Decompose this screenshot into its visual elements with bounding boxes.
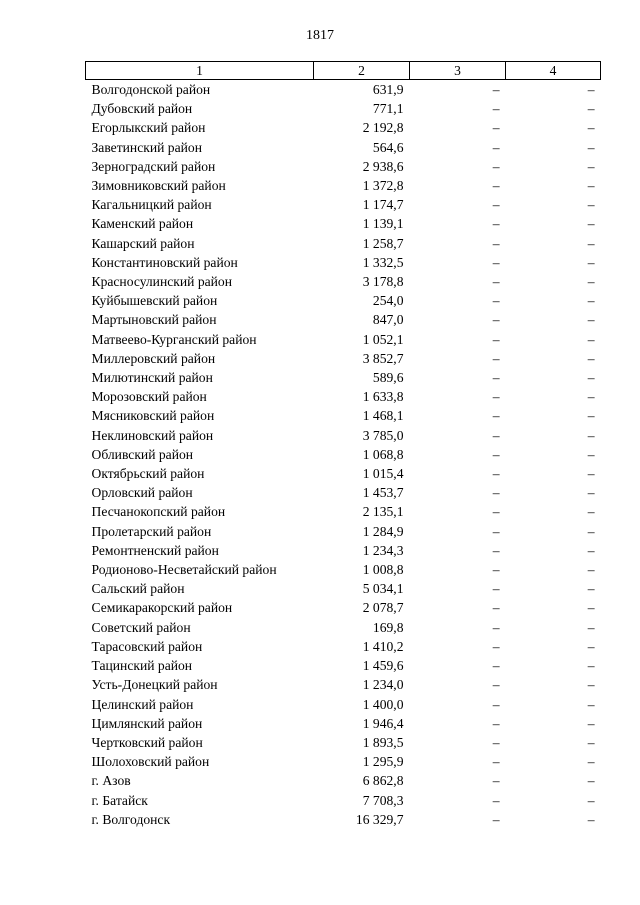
column-4-cell: – [587, 715, 595, 731]
column-4-cell: – [587, 734, 595, 750]
column-4-cell: – [587, 197, 595, 213]
district-name-cell: г. Азов [91, 773, 131, 789]
amount-cell: 2 938,6 [362, 158, 404, 174]
amount-cell: 1 139,1 [362, 216, 404, 232]
column-4-cell: – [587, 446, 595, 462]
column-4-cell: – [587, 754, 595, 770]
column-4-cell: – [587, 811, 595, 827]
amount-cell: 1 459,6 [362, 658, 404, 674]
district-name-cell: Кагальницкий район [91, 197, 212, 213]
column-4-cell: – [587, 312, 595, 328]
district-name-cell: Мартыновский район [91, 312, 217, 328]
column-3-cell: – [492, 370, 500, 386]
column-header-1: 1 [86, 62, 314, 80]
column-3-cell: – [492, 389, 500, 405]
amount-cell: 169,8 [372, 619, 404, 635]
amount-cell: 631,9 [372, 82, 404, 97]
amount-cell: 254,0 [372, 293, 404, 309]
district-name-cell: Октябрьский район [91, 466, 205, 482]
column-4-cell: – [587, 658, 595, 674]
column-3-cell: – [492, 504, 500, 520]
column-3-cell: – [492, 120, 500, 136]
column-3-cell: – [492, 312, 500, 328]
amount-cell: 1 295,9 [362, 754, 404, 770]
table-row [86, 445, 601, 464]
amount-cell: 2 192,8 [362, 120, 404, 136]
column-3-cell: – [492, 677, 500, 693]
amount-cell: 564,6 [372, 139, 404, 155]
table-row [86, 195, 601, 214]
amount-cell: 5 034,1 [362, 581, 404, 597]
table-row [86, 253, 601, 272]
table-row [86, 330, 601, 349]
column-4-cell: – [587, 178, 595, 194]
column-3-cell: – [492, 446, 500, 462]
column-4-cell: – [587, 331, 595, 347]
column-4-cell: – [587, 370, 595, 386]
column-3-cell: – [492, 254, 500, 270]
district-name-cell: Каменский район [91, 216, 194, 232]
amount-cell: 3 785,0 [362, 427, 404, 443]
column-3-cell: – [492, 638, 500, 654]
district-name-cell: Мясниковский район [91, 408, 215, 424]
column-4-cell: – [587, 235, 595, 251]
column-4-cell: – [587, 773, 595, 789]
district-name-cell: Советский район [91, 619, 191, 635]
column-4-cell: – [587, 600, 595, 616]
district-name-cell: Обливский район [91, 446, 194, 462]
table-header [86, 62, 601, 80]
amount-cell: 3 852,7 [362, 350, 404, 366]
column-3-cell: – [492, 466, 500, 482]
amount-cell: 2 078,7 [362, 600, 404, 616]
table-row [86, 118, 601, 137]
column-3-cell: – [492, 523, 500, 539]
table-row [86, 733, 601, 752]
table-row [86, 138, 601, 157]
column-4-cell: – [587, 408, 595, 424]
amount-cell: 847,0 [372, 312, 404, 328]
table-row [86, 234, 601, 253]
column-3-cell: – [492, 158, 500, 174]
column-3-cell: – [492, 408, 500, 424]
amount-cell: 1 372,8 [362, 178, 404, 194]
table-row [86, 387, 601, 406]
column-4-cell: – [587, 101, 595, 117]
district-name-cell: Усть-Донецкий район [91, 677, 218, 693]
table-row [86, 675, 601, 694]
column-header-2: 2 [314, 62, 410, 80]
table-row [86, 502, 601, 521]
table-row [86, 99, 601, 118]
amount-cell: 7 708,3 [362, 792, 404, 808]
budget-table [85, 61, 601, 829]
district-name-cell: Чертковский район [91, 734, 203, 750]
district-name-cell: Милютинский район [91, 370, 213, 386]
column-3-cell: – [492, 82, 500, 97]
column-3-cell: – [492, 792, 500, 808]
table-row [86, 214, 601, 233]
table-row [86, 791, 601, 810]
table-row [86, 368, 601, 387]
column-3-cell: – [492, 293, 500, 309]
table-row [86, 272, 601, 291]
district-name-cell: Кашарский район [91, 235, 195, 251]
district-name-cell: Дубовский район [91, 101, 193, 117]
column-4-cell: – [587, 562, 595, 578]
column-4-cell: – [587, 523, 595, 539]
column-4-cell: – [587, 792, 595, 808]
amount-cell: 1 234,3 [362, 542, 404, 558]
column-3-cell: – [492, 101, 500, 117]
district-name-cell: Песчанокопский район [91, 504, 226, 520]
district-name-cell: Семикаракорский район [91, 600, 233, 616]
table-row [86, 771, 601, 790]
column-3-cell: – [492, 139, 500, 155]
column-4-cell: – [587, 696, 595, 712]
amount-cell: 1 052,1 [362, 331, 404, 347]
table-row [86, 598, 601, 617]
district-name-cell: Волгодонской район [91, 82, 211, 97]
district-name-cell: Неклиновский район [91, 427, 214, 443]
table-row [86, 752, 601, 771]
district-name-cell: Красносулинский район [91, 274, 232, 290]
district-name-cell: Целинский район [91, 696, 194, 712]
amount-cell: 1 015,4 [362, 466, 404, 482]
table-row [86, 426, 601, 445]
table-row [86, 157, 601, 176]
column-4-cell: – [587, 485, 595, 501]
column-3-cell: – [492, 178, 500, 194]
table-row [86, 810, 601, 829]
table-row [86, 291, 601, 310]
district-name-cell: Шолоховский район [91, 754, 210, 770]
district-name-cell: Морозовский район [91, 389, 207, 405]
column-header-4: 4 [506, 62, 601, 80]
column-4-cell: – [587, 427, 595, 443]
column-4-cell: – [587, 120, 595, 136]
column-4-cell: – [587, 274, 595, 290]
column-3-cell: – [492, 427, 500, 443]
table-body [86, 80, 601, 829]
column-3-cell: – [492, 216, 500, 232]
amount-cell: 1 893,5 [362, 734, 404, 750]
district-name-cell: Миллеровский район [91, 350, 216, 366]
district-name-cell: Тарасовский район [91, 638, 203, 654]
amount-cell: 1 258,7 [362, 235, 404, 251]
district-name-cell: Егорлыкский район [91, 120, 206, 136]
district-name-cell: Цимлянский район [91, 715, 203, 731]
amount-cell: 2 135,1 [362, 504, 404, 520]
table-row [86, 618, 601, 637]
table-row [86, 522, 601, 541]
column-3-cell: – [492, 696, 500, 712]
column-header-3: 3 [410, 62, 506, 80]
column-3-cell: – [492, 811, 500, 827]
table-row [86, 483, 601, 502]
column-4-cell: – [587, 254, 595, 270]
amount-cell: 1 174,7 [362, 197, 404, 213]
district-name-cell: Зимовниковский район [91, 178, 226, 194]
table-row [86, 695, 601, 714]
district-name-cell: Сальский район [91, 581, 185, 597]
table-row [86, 176, 601, 195]
amount-cell: 1 400,0 [362, 696, 404, 712]
district-name-cell: Матвеево-Курганский район [91, 331, 257, 347]
district-name-cell: Тацинский район [91, 658, 193, 674]
amount-cell: 1 633,8 [362, 389, 404, 405]
amount-cell: 1 068,8 [362, 446, 404, 462]
amount-cell: 1 410,2 [362, 638, 404, 654]
table-row [86, 310, 601, 329]
district-name-cell: Пролетарский район [91, 523, 212, 539]
table-row [86, 560, 601, 579]
column-4-cell: – [587, 216, 595, 232]
district-name-cell: Заветинский район [91, 139, 202, 155]
table-row [86, 637, 601, 656]
column-3-cell: – [492, 235, 500, 251]
amount-cell: 771,1 [372, 101, 404, 117]
column-3-cell: – [492, 658, 500, 674]
column-3-cell: – [492, 600, 500, 616]
amount-cell: 1 946,4 [362, 715, 404, 731]
column-4-cell: – [587, 82, 595, 97]
table-row [86, 541, 601, 560]
column-4-cell: – [587, 350, 595, 366]
column-3-cell: – [492, 197, 500, 213]
amount-cell: 1 008,8 [362, 562, 404, 578]
column-4-cell: – [587, 677, 595, 693]
column-4-cell: – [587, 638, 595, 654]
table-row [86, 656, 601, 675]
table-row [86, 714, 601, 733]
column-4-cell: – [587, 158, 595, 174]
amount-cell: 1 234,0 [362, 677, 404, 693]
column-3-cell: – [492, 542, 500, 558]
amount-cell: 16 329,7 [355, 811, 404, 827]
column-3-cell: – [492, 734, 500, 750]
amount-cell: 3 178,8 [362, 274, 404, 290]
column-4-cell: – [587, 139, 595, 155]
table-row [86, 80, 601, 100]
district-name-cell: г. Батайск [91, 792, 148, 808]
column-4-cell: – [587, 389, 595, 405]
district-name-cell: Ремонтненский район [91, 542, 219, 558]
column-3-cell: – [492, 581, 500, 597]
column-3-cell: – [492, 773, 500, 789]
district-name-cell: Константиновский район [91, 254, 238, 270]
district-name-cell: Орловский район [91, 485, 193, 501]
table-row [86, 579, 601, 598]
column-3-cell: – [492, 754, 500, 770]
amount-cell: 1 284,9 [362, 523, 404, 539]
column-4-cell: – [587, 504, 595, 520]
column-3-cell: – [492, 562, 500, 578]
table-row [86, 349, 601, 368]
amount-cell: 589,6 [372, 370, 404, 386]
amount-cell: 1 332,5 [362, 254, 404, 270]
column-3-cell: – [492, 485, 500, 501]
column-4-cell: – [587, 619, 595, 635]
table-row [86, 406, 601, 425]
district-name-cell: Куйбышевский район [91, 293, 218, 309]
column-3-cell: – [492, 274, 500, 290]
column-3-cell: – [492, 619, 500, 635]
column-4-cell: – [587, 581, 595, 597]
table-row [86, 464, 601, 483]
page-number: 1817 [306, 28, 334, 43]
column-3-cell: – [492, 331, 500, 347]
column-4-cell: – [587, 293, 595, 309]
column-3-cell: – [492, 715, 500, 731]
district-name-cell: г. Волгодонск [91, 811, 171, 827]
column-4-cell: – [587, 542, 595, 558]
column-3-cell: – [492, 350, 500, 366]
column-4-cell: – [587, 466, 595, 482]
amount-cell: 6 862,8 [362, 773, 404, 789]
amount-cell: 1 468,1 [362, 408, 404, 424]
district-name-cell: Зерноградский район [91, 158, 216, 174]
district-name-cell: Родионово-Несветайский район [91, 562, 277, 578]
amount-cell: 1 453,7 [362, 485, 404, 501]
